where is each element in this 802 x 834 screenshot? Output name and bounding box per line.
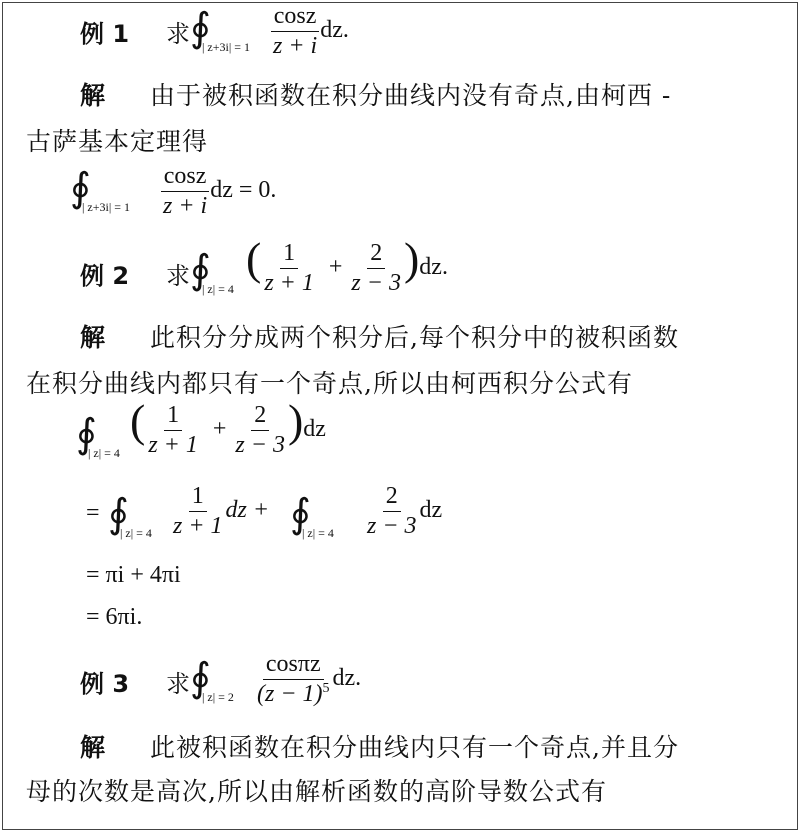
- example-2-denominator-1: z + 1: [264, 269, 314, 296]
- solution-2-eq4: = 6πi.: [86, 604, 143, 630]
- example-3-label: 例 3: [80, 670, 130, 698]
- solution-2-eq2-numerator-2: 2: [383, 484, 401, 512]
- solution-2-eq1-dz: dz: [303, 416, 326, 442]
- example-3-dz: dz.: [332, 665, 362, 692]
- solution-2-eq1-numerator-2: 2: [251, 403, 269, 431]
- solution-2-line-2: 在积分曲线内都只有一个奇点,所以由柯西积分公式有: [26, 369, 633, 398]
- solution-1-line-2: 古萨基本定理得: [26, 127, 209, 156]
- solution-2-eq2-term-2: [364, 484, 442, 539]
- solution-2-line-1: 此积分分成两个积分后,每个积分中的被积函数: [150, 323, 679, 352]
- example-1-denominator: z + i: [273, 33, 318, 60]
- solution-3-line-1: 此被积函数在积分曲线内只有一个奇点,并且分: [150, 733, 679, 762]
- example-2-denominator-2: z − 3: [351, 269, 401, 296]
- solution-2-eq1-plus: +: [212, 416, 227, 442]
- contour-integral-icon: ∮: [76, 411, 97, 457]
- example-2-ask: 求: [166, 262, 190, 290]
- solution-1-contour: | z+3i| = 1: [82, 200, 130, 214]
- solution-2-eq1-numerator-1: 1: [164, 403, 182, 431]
- solution-1-denominator: z + i: [163, 193, 208, 220]
- example-1-numerator: cosz: [271, 4, 320, 32]
- solution-2-eq2-numerator-1: 1: [189, 484, 207, 512]
- solution-1-integrand: [160, 164, 276, 219]
- example-3-denominator: (z − 1): [257, 681, 323, 708]
- solution-2-eq2-equals: =: [86, 500, 100, 526]
- contour-integral-icon: ∮: [190, 247, 211, 293]
- contour-integral-icon: ∮: [190, 655, 211, 701]
- solution-2-eq2-contour-1: | z| = 4: [120, 526, 152, 540]
- solution-2-eq2-dz-1: dz +: [225, 497, 270, 524]
- solution-2-eq2-denominator-2: z − 3: [367, 513, 417, 540]
- solution-1-line-1: 由于被积函数在积分曲线内没有奇点,由柯西 -: [150, 81, 672, 110]
- contour-integral-icon: ∮: [70, 165, 91, 211]
- solution-2-keyword: 解: [80, 323, 106, 352]
- example-2-numerator-1: 1: [280, 241, 298, 269]
- example-3-numerator: cosπz: [263, 652, 324, 680]
- solution-2-eq2-dz-2: dz: [419, 497, 443, 524]
- example-2-integrand: ( $\frac{1}{z + 1}$ + $\frac{2}{z - 3}$ )dz.: [246, 233, 448, 296]
- example-2-dz: dz.: [419, 254, 448, 280]
- example-3-contour: | z| = 2: [202, 690, 234, 704]
- contour-integral-icon: ∮: [108, 491, 129, 537]
- example-2-plus: +: [328, 254, 343, 280]
- example-2-contour: | z| = 4: [202, 282, 234, 296]
- example-3-ask: 求: [166, 670, 190, 698]
- example-1-dz: dz.: [320, 17, 349, 44]
- solution-3-keyword: 解: [80, 733, 106, 762]
- solution-2-eq1-contour: | z| = 4: [88, 446, 120, 460]
- contour-integral-icon: ∮: [190, 5, 211, 51]
- solution-1-numerator: cosz: [161, 164, 210, 192]
- solution-2-eq2-contour-2: | z| = 4: [302, 526, 334, 540]
- solution-2-eq2-term-1: [170, 484, 269, 539]
- solution-1-keyword: 解: [80, 81, 106, 110]
- example-1-integrand: [270, 4, 349, 59]
- solution-3-line-2: 母的次数是高次,所以由解析函数的高阶导数公式有: [26, 777, 607, 806]
- example-3-integrand: [254, 652, 361, 707]
- solution-2-eq1-denominator-2: z − 3: [235, 431, 285, 458]
- example-3-exponent: 5: [322, 681, 330, 697]
- example-2-numerator-2: 2: [367, 241, 385, 269]
- solution-2-eq3: = πi + 4πi: [86, 562, 181, 588]
- example-2-label: 例 2: [80, 262, 130, 290]
- solution-1-result: dz = 0.: [210, 177, 277, 204]
- solution-2-eq1: ( $\frac{1}{z + 1}$ + $\frac{2}{z - 3}$ )dz: [130, 395, 326, 458]
- solution-2-eq1-denominator-1: z + 1: [148, 431, 198, 458]
- solution-2-eq2-denominator-1: z + 1: [173, 513, 223, 540]
- contour-integral-icon: ∮: [290, 491, 311, 537]
- example-1-contour: | z+3i| = 1: [202, 40, 250, 54]
- example-1-label: 例 1: [80, 20, 130, 48]
- example-1-ask: 求: [166, 20, 190, 48]
